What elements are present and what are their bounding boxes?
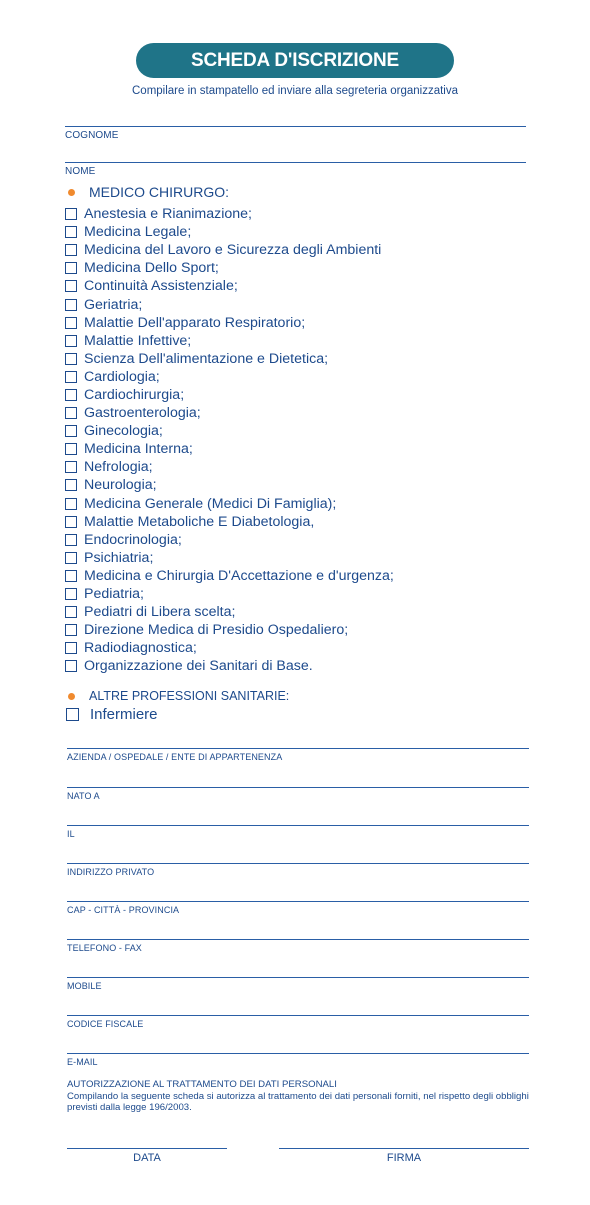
privacy-block [67, 1079, 537, 1114]
specialty-option[interactable] [65, 386, 394, 404]
specialty-label: Pediatria; [84, 586, 144, 603]
specialty-option[interactable] [65, 513, 394, 531]
specialty-option[interactable] [65, 476, 394, 494]
cap-city-line [67, 901, 529, 902]
checkbox[interactable] [65, 588, 77, 600]
specialty-label: Psichiatria; [84, 549, 154, 566]
altre-professioni-heading [68, 689, 289, 703]
checkbox[interactable] [65, 262, 77, 274]
specialty-option[interactable] [65, 422, 394, 440]
specialty-option[interactable] [65, 277, 394, 295]
checkbox[interactable] [65, 317, 77, 329]
specialty-label: Medicina del Lavoro e Sicurezza degli Ambienti [84, 242, 382, 259]
specialty-label: Cardiochirurgia; [84, 386, 185, 403]
infermiere-label: Infermiere [90, 706, 158, 723]
specialty-option[interactable] [65, 621, 394, 639]
surname-label: COGNOME [65, 130, 119, 141]
checkbox[interactable] [65, 642, 77, 654]
tax-code-field[interactable] [67, 1015, 529, 1029]
date-line [67, 1148, 227, 1149]
checkbox[interactable] [65, 371, 77, 383]
specialty-label: Continuità Assistenziale; [84, 278, 238, 295]
specialty-option[interactable] [65, 549, 394, 567]
tax-code-line [67, 1015, 529, 1016]
checkbox[interactable] [65, 479, 77, 491]
signature-label: FIRMA [386, 1152, 422, 1164]
specialty-label: Gastroenterologia; [84, 405, 201, 422]
medico-chirurgo-title: MEDICO CHIRURGO: [89, 184, 229, 200]
specialty-option[interactable] [65, 567, 394, 585]
specialty-option[interactable] [65, 332, 394, 350]
specialty-option[interactable] [65, 458, 394, 476]
mobile-line [67, 977, 529, 978]
name-field[interactable] [65, 162, 526, 177]
checkbox[interactable] [65, 534, 77, 546]
specialty-option[interactable] [65, 259, 394, 277]
specialty-option[interactable] [65, 639, 394, 657]
phone-fax-label: TELEFONO - FAX [67, 943, 142, 953]
specialty-label: Endocrinologia; [84, 531, 182, 548]
name-line [65, 162, 526, 163]
privacy-text: Compilando la seguente scheda si autorizza al trattamento dei dati personali forniti, nel rispetto degli obblighi previsti dalla legge 196/2003. [67, 1090, 529, 1113]
birth-date-label: IL [67, 829, 75, 839]
checkbox[interactable] [65, 498, 77, 510]
checkbox[interactable] [65, 552, 77, 564]
specialty-label: Malattie Infettive; [84, 332, 192, 349]
checkbox[interactable] [65, 244, 77, 256]
tax-code-label: CODICE FISCALE [67, 1019, 144, 1029]
specialty-label: Medicina Interna; [84, 441, 193, 458]
checkbox[interactable] [65, 606, 77, 618]
checkbox[interactable] [65, 208, 77, 220]
specialty-option[interactable] [65, 205, 394, 223]
specialty-label: Geriatria; [84, 296, 143, 313]
checkbox[interactable] [65, 624, 77, 636]
specialty-option[interactable] [65, 440, 394, 458]
birth-date-line [67, 825, 529, 826]
checkbox[interactable] [65, 425, 77, 437]
specialty-label: Medicina e Chirurgia D'Accettazione e d'urgenza; [84, 567, 394, 584]
checkbox[interactable] [65, 299, 77, 311]
specialty-label: Organizzazione dei Sanitari di Base. [84, 658, 313, 675]
surname-field[interactable] [65, 126, 526, 141]
specialty-label: Anestesia e Rianimazione; [84, 206, 252, 223]
specialty-label: Medicina Legale; [84, 224, 192, 241]
signature-field[interactable] [279, 1148, 529, 1164]
checkbox[interactable] [65, 353, 77, 365]
specialty-label: Cardiologia; [84, 368, 160, 385]
specialty-label: Radiodiagnostica; [84, 640, 197, 657]
specialty-option[interactable] [65, 223, 394, 241]
checkbox[interactable] [66, 708, 79, 721]
specialty-label: Neurologia; [84, 477, 157, 494]
born-in-field[interactable] [67, 787, 529, 801]
specialty-option[interactable] [65, 350, 394, 368]
specialty-option[interactable] [65, 657, 394, 675]
specialty-option[interactable] [65, 314, 394, 332]
born-in-label: NATO A [67, 791, 100, 801]
checkbox[interactable] [65, 280, 77, 292]
checkbox[interactable] [65, 443, 77, 455]
name-label: NOME [65, 166, 96, 177]
phone-fax-line [67, 939, 529, 940]
specialty-label: Malattie Metaboliche E Diabetologia, [84, 513, 315, 530]
email-label: E-MAIL [67, 1057, 98, 1067]
specialty-label: Medicina Generale (Medici Di Famiglia); [84, 495, 337, 512]
bullet-icon [68, 693, 75, 700]
specialty-list [65, 205, 394, 675]
checkbox[interactable] [65, 660, 77, 672]
checkbox[interactable] [65, 407, 77, 419]
bullet-icon [68, 189, 75, 196]
medico-chirurgo-heading [68, 184, 229, 200]
specialty-option[interactable] [65, 531, 394, 549]
address-label: INDIRIZZO PRIVATO [67, 867, 155, 877]
cap-city-label: CAP - CITTÀ - PROVINCIA [67, 905, 180, 915]
specialty-option[interactable] [65, 241, 394, 259]
specialty-label: Scienza Dell'alimentazione e Dietetica; [84, 350, 329, 367]
birth-date-field[interactable] [67, 825, 529, 839]
cap-city-field[interactable] [67, 901, 529, 915]
born-in-line [67, 787, 529, 788]
specialty-option[interactable] [65, 404, 394, 422]
checkbox[interactable] [65, 389, 77, 401]
specialty-option[interactable] [65, 295, 394, 313]
specialty-label: Malattie Dell'apparato Respiratorio; [84, 314, 306, 331]
phone-fax-field[interactable] [67, 939, 529, 953]
specialty-label: Direzione Medica di Presidio Ospedaliero; [84, 622, 349, 639]
checkbox[interactable] [65, 335, 77, 347]
checkbox[interactable] [65, 516, 77, 528]
specialty-label: Ginecologia; [84, 423, 163, 440]
specialty-option[interactable] [65, 368, 394, 386]
date-label: DATA [133, 1152, 161, 1164]
company-line [67, 748, 529, 749]
specialty-option[interactable] [65, 495, 394, 513]
form-subtitle: Compilare in stampatello ed inviare alla segreteria organizzativa [132, 85, 458, 97]
checkbox[interactable] [65, 226, 77, 238]
address-line [67, 863, 529, 864]
privacy-title: AUTORIZZAZIONE AL TRATTAMENTO DEI DATI PERSONALI [67, 1079, 337, 1090]
email-field[interactable] [67, 1053, 529, 1067]
checkbox[interactable] [65, 461, 77, 473]
company-field[interactable] [67, 748, 529, 762]
mobile-field[interactable] [67, 977, 529, 991]
date-field[interactable] [67, 1148, 227, 1164]
mobile-label: MOBILE [67, 981, 102, 991]
specialty-label: Pediatri di Libera scelta; [84, 604, 236, 621]
infermiere-option[interactable] [66, 706, 158, 723]
surname-line [65, 126, 526, 127]
specialty-label: Medicina Dello Sport; [84, 260, 219, 277]
email-line [67, 1053, 529, 1054]
specialty-option[interactable] [65, 603, 394, 621]
signature-line [279, 1148, 529, 1149]
form-title: SCHEDA D'ISCRIZIONE [136, 43, 454, 78]
checkbox[interactable] [65, 570, 77, 582]
specialty-option[interactable] [65, 585, 394, 603]
specialty-label: Nefrologia; [84, 459, 153, 476]
address-field[interactable] [67, 863, 529, 877]
company-label: AZIENDA / OSPEDALE / ENTE DI APPARTENENZA [67, 752, 283, 762]
altre-professioni-title: ALTRE PROFESSIONI SANITARIE: [89, 689, 290, 703]
